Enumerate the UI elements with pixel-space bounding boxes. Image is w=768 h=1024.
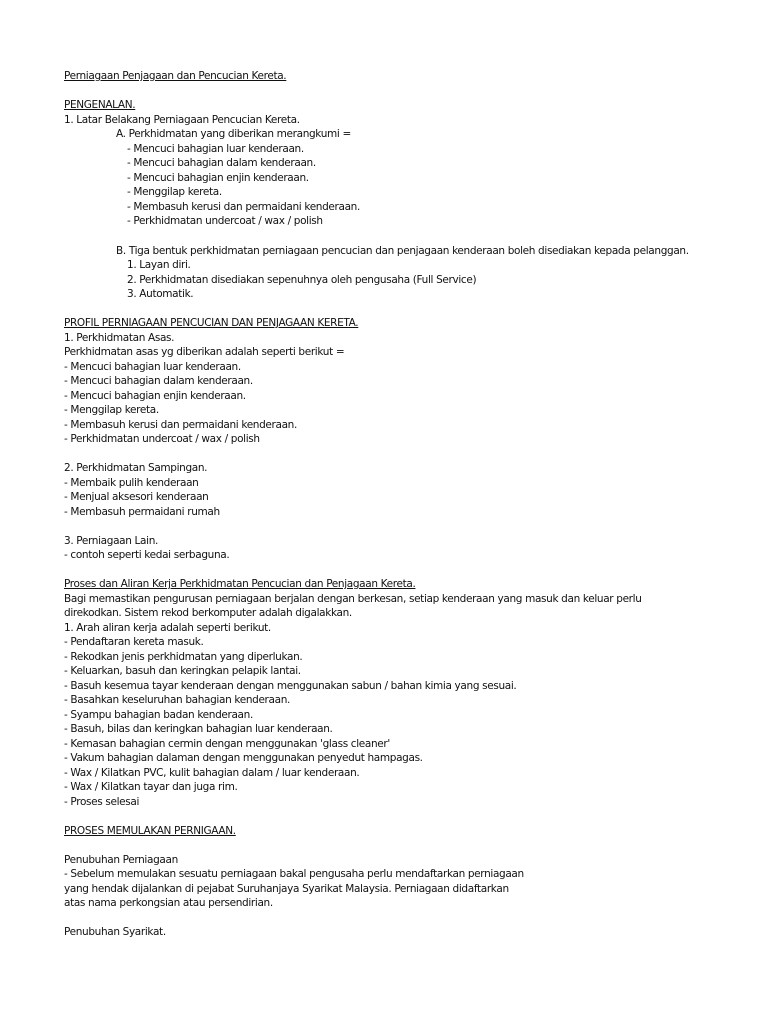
process-heading: Proses dan Aliran Kerja Perkhidmatan Pencucian dan Penjagaan Kereta.: [64, 578, 416, 590]
list-item: - Membasuh kerusi dan permaidani kenderaan.: [64, 419, 297, 431]
profile-heading: PROFIL PERNIAGAAN PENCUCIAN DAN PENJAGAAN KERETA.: [64, 317, 359, 329]
startup-paragraph-line: yang hendak dijalankan di pejabat Suruhanjaya Syarikat Malaysia. Perniagaan didaftarkan: [64, 883, 509, 895]
list-item: - Basuh, bilas dan keringkan bahagian luar kenderaan.: [64, 723, 333, 735]
list-item: - Proses selesai: [64, 796, 140, 808]
profile-section-1-intro: Perkhidmatan asas yg diberikan adalah seperti berikut =: [64, 346, 345, 358]
list-item: - Mencuci bahagian enjin kenderaan.: [127, 172, 309, 184]
profile-section-3-title: 3. Perniagaan Lain.: [64, 535, 158, 547]
intro-heading: PENGENALAN.: [64, 99, 136, 111]
list-item: - Basahkan keseluruhan bahagian kenderaan.: [64, 694, 290, 706]
list-item: - Mencuci bahagian dalam kenderaan.: [64, 375, 253, 387]
profile-section-2-title: 2. Perkhidmatan Sampingan.: [64, 462, 208, 474]
list-item: - Rekodkan jenis perkhidmatan yang diperlukan.: [64, 651, 303, 663]
startup-sub-2: Penubuhan Syarikat.: [64, 926, 166, 938]
intro-b-label: B. Tiga bentuk perkhidmatan perniagaan pencucian dan penjagaan kenderaan boleh disediakan kepada pelanggan.: [116, 245, 689, 257]
document-title: Perniagaan Penjagaan dan Pencucian Kereta.: [64, 70, 287, 82]
list-item: - Pendaftaran kereta masuk.: [64, 636, 204, 648]
startup-paragraph-line: atas nama perkongsian atau persendirian.: [64, 897, 273, 909]
list-item: - Mencuci bahagian luar kenderaan.: [127, 143, 304, 155]
list-item: - Keluarkan, basuh dan keringkan pelapik lantai.: [64, 665, 301, 677]
list-item: 2. Perkhidmatan disediakan sepenuhnya oleh pengusaha (Full Service): [127, 274, 477, 286]
list-item: 3. Automatik.: [127, 288, 194, 300]
list-item: - Wax / Kilatkan tayar dan juga rim.: [64, 781, 238, 793]
list-item: - Membasuh permaidani rumah: [64, 506, 220, 518]
list-item: - Menjual aksesori kenderaan: [64, 491, 209, 503]
list-item: - Menggilap kereta.: [127, 186, 222, 198]
startup-paragraph-line: - Sebelum memulakan sesuatu perniagaan bakal pengusaha perlu mendaftarkan perniagaan: [64, 868, 524, 880]
profile-section-1-title: 1. Perkhidmatan Asas.: [64, 332, 175, 344]
process-paragraph-line: direkodkan. Sistem rekod berkomputer adalah digalakkan.: [64, 607, 352, 619]
intro-a-label: A. Perkhidmatan yang diberikan merangkumi =: [116, 128, 351, 140]
list-item: - Syampu bahagian badan kenderaan.: [64, 709, 253, 721]
startup-heading: PROSES MEMULAKAN PERNIGAAN.: [64, 825, 236, 837]
list-item: - Mencuci bahagian luar kenderaan.: [64, 361, 241, 373]
list-item: - Basuh kesemua tayar kenderaan dengan menggunakan sabun / bahan kimia yang sesuai.: [64, 680, 517, 692]
list-item: - Vakum bahagian dalaman dengan menggunakan penyedut hampagas.: [64, 752, 423, 764]
list-item: - Mencuci bahagian dalam kenderaan.: [127, 157, 316, 169]
list-item: - Perkhidmatan undercoat / wax / polish: [127, 215, 323, 227]
list-item: - Kemasan bahagian cermin dengan menggunakan 'glass cleaner': [64, 738, 390, 750]
process-paragraph-line: Bagi memastikan pengurusan perniagaan berjalan dengan berkesan, setiap kenderaan yang masuk dan keluar perlu: [64, 593, 642, 605]
list-item: - Membaik pulih kenderaan: [64, 477, 199, 489]
list-item: - Membasuh kerusi dan permaidani kenderaan.: [127, 201, 360, 213]
startup-sub-1: Penubuhan Perniagaan: [64, 854, 178, 866]
list-item: - Menggilap kereta.: [64, 404, 159, 416]
process-list-title: 1. Arah aliran kerja adalah seperti berikut.: [64, 622, 271, 634]
list-item: - contoh seperti kedai serbaguna.: [64, 549, 230, 561]
list-item: - Perkhidmatan undercoat / wax / polish: [64, 433, 260, 445]
list-item: 1. Layan diri.: [127, 259, 191, 271]
intro-item-1: 1. Latar Belakang Perniagaan Pencucian Kereta.: [64, 114, 300, 126]
list-item: - Mencuci bahagian enjin kenderaan.: [64, 390, 246, 402]
list-item: - Wax / Kilatkan PVC, kulit bahagian dalam / luar kenderaan.: [64, 767, 360, 779]
